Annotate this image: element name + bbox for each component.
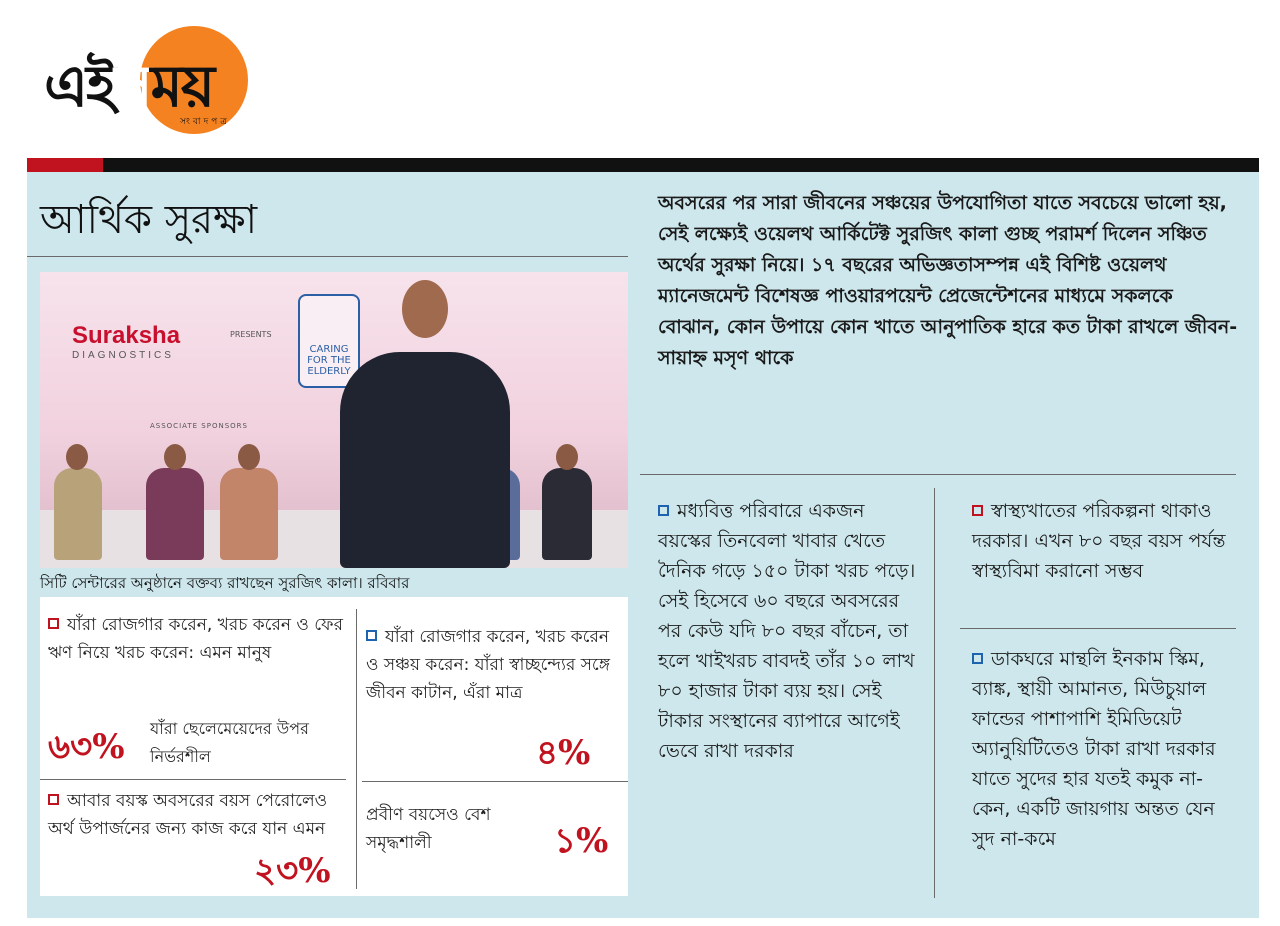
- photo-speaker-head: [402, 280, 448, 338]
- intro-divider: [640, 474, 1236, 475]
- red-square-bullet-icon: [48, 618, 59, 629]
- stat-value-3: ৪%: [536, 733, 591, 773]
- photo-panelist-head: [556, 444, 578, 470]
- column-right-bottom-text: ডাকঘরে মান্থলি ইনকাম স্কিম, ব্যাঙ্ক, স্থায়ী আমানত, মিউচুয়াল ফান্ডের পাশাপাশি ইমিডিয়েট অ্যানুয়িটিতেও টাকা রাখা দরকার যাতে সুদের হার যতই কমুক না-কেন, একটি জায়গায় অন্তত যেন সুদ না-কমে: [972, 648, 1216, 850]
- photo-caption: সিটি সেন্টারের অনুষ্ঠানে বক্তব্য রাখছেন সুরজিৎ কালা। রবিবার: [40, 574, 410, 592]
- stats-box: [40, 597, 628, 896]
- column-right-divider: [960, 628, 1236, 629]
- red-square-bullet-icon: [48, 794, 59, 805]
- photo-panelist-head: [66, 444, 88, 470]
- photo-panelist-head: [164, 444, 186, 470]
- blue-square-bullet-icon: [658, 505, 669, 516]
- photo-banner-presents: PRESENTS: [230, 330, 272, 339]
- section-top-rule: [27, 158, 1259, 172]
- stat-label: যাঁরা রোজগার করেন, খরচ করেন ও সঞ্চয় করেন: যাঁরা স্বাচ্ছন্দ্যের সঙ্গে জীবন কাটান, এঁরা মাত্র: [366, 627, 611, 703]
- stat-text-4: প্রবীণ বয়সেও বেশ সমৃদ্ধশালী: [366, 805, 491, 853]
- column-right-top-text: স্বাস্থ্যখাতের পরিকল্পনা থাকাও দরকার। এখন ৮০ বছর বয়স পর্যন্ত স্বাস্থ্যবিমা করানো সম্ভব: [972, 500, 1226, 582]
- logo-text-right: ময়: [150, 52, 213, 120]
- section-top-rule-accent: [27, 158, 103, 172]
- stats-divider: [40, 779, 346, 780]
- article-intro: অবসরের পর সারা জীবনের সঞ্চয়ের উপযোগিতা যাতে সবচেয়ে ভালো হয়, সেই লক্ষ্যেই ওয়েলথ আর্কিটেক্ট সুরজিৎ কালা গুচ্ছ পরামর্শ দিলেন সঞ্চিত অর্থের সুরক্ষা নিয়ে। ১৭ বছরের অভিজ্ঞতাসম্পন্ন এই বিশিষ্ট ওয়েলথ ম্যানেজমেন্ট বিশেষজ্ঞ পাওয়ারপয়েন্ট প্রেজেন্টেশনের মাধ্যমে সকলকে বোঝান, কোন উপায়ে কোন খাতে আনুপাতিক হারে কত টাকা রাখলে জীবন-সায়াহ্ন মসৃণ থাকে: [658, 192, 1238, 369]
- event-photo: [40, 272, 628, 568]
- stat-value-4: ১%: [554, 821, 609, 861]
- blue-square-bullet-icon: [972, 653, 983, 664]
- photo-speaker: [340, 352, 510, 568]
- stat-value-2: ২৩%: [254, 851, 331, 891]
- photo-panelist: [220, 468, 278, 560]
- photo-panelist: [146, 468, 204, 560]
- column-middle: [658, 496, 920, 766]
- column-right-bottom: [972, 644, 1238, 854]
- stat-label: যাঁরা রোজগার করেন, খরচ করেন ও ফের ঋণ নিয়ে খরচ করেন: এমন মানুষ: [48, 615, 343, 663]
- red-square-bullet-icon: [972, 505, 983, 516]
- photo-banner-sponsor: Suraksha: [72, 322, 181, 349]
- stat-text-2: [48, 787, 348, 843]
- masthead-logo: [40, 20, 290, 140]
- logo-text-mid: স: [114, 52, 151, 120]
- column-right-top: [972, 496, 1238, 586]
- photo-banner-associate: ASSOCIATE SPONSORS: [150, 422, 248, 430]
- stat-value-1: ৬৩%: [48, 727, 125, 767]
- photo-panelist: [542, 468, 592, 560]
- headline-divider: [27, 256, 628, 257]
- stats-divider: [362, 781, 628, 782]
- photo-panelist-head: [238, 444, 260, 470]
- logo-text-left: এই: [44, 52, 115, 120]
- column-middle-text: মধ্যবিত্ত পরিবারে একজন বয়স্কের তিনবেলা খাবার খেতে দৈনিক গড়ে ১৫০ টাকা খরচ পড়ে। সেই হিসেবে ৬০ বছরে অবসরের পর কেউ যদি ৮০ বছর বাঁচেন, তা হলে খাইখরচ বাবদই তাঁর ১০ লাখ ৮০ হাজার টাকা ব্যয় হয়। সেই টাকার সংস্থানের ব্যাপারে আগেই ভেবে রাখা দরকার: [658, 500, 916, 762]
- stat-text-1: [48, 611, 348, 667]
- column-divider: [934, 488, 935, 898]
- photo-banner-sponsor-sub: DIAGNOSTICS: [72, 350, 174, 361]
- blue-square-bullet-icon: [366, 630, 377, 641]
- article-headline: আর্থিক সুরক্ষা: [40, 197, 258, 243]
- stat-text-3: [366, 623, 616, 707]
- logo-tagline: সংবাদপত্র: [180, 117, 230, 127]
- photo-banner-event: CARING FOR THE ELDERLY: [298, 294, 360, 388]
- stats-column-divider: [356, 609, 357, 889]
- stat-label: আবার বয়স্ক অবসরের বয়স পেরোলেও অর্থ উপার্জনের জন্য কাজ করে যান এমন: [48, 791, 328, 839]
- stat-sub-1: যাঁরা ছেলেমেয়েদের উপর নির্ভরশীল: [150, 719, 309, 766]
- photo-panelist: [54, 468, 102, 560]
- photo-stage: [40, 510, 628, 568]
